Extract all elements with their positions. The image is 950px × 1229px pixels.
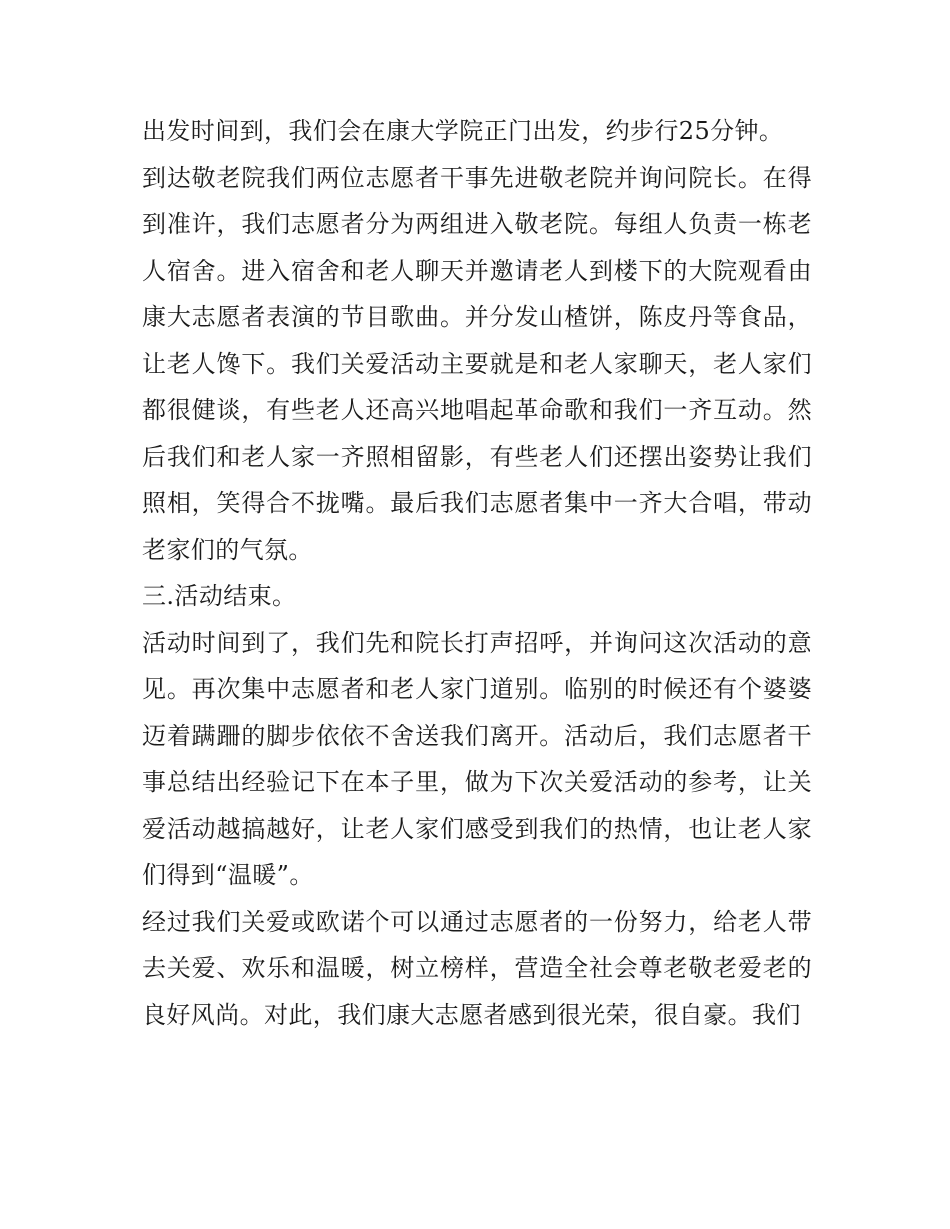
paragraph-activity-end: 活动时间到了，我们先和院长打声招呼，并询问这次活动的意见。再次集中志愿者和老人家门道别。临别的时候还有个婆婆迈着蹒跚的脚步依依不舍送我们离开。活动后，我们志愿者干事总结出经验记下在本子里，做为下次关爱活动的参考，让关爱活动越搞越好，让老人家们感受到我们的热情，也让老人家们得到“温暖”。	[142, 628, 812, 889]
paragraph-conclusion: 经过我们关爱或欧诺个可以通过志愿者的一份努力，给老人带去关爱、欢乐和温暖，树立榜样，营造全社会尊老敬老爱老的良好风尚。对此，我们康大志愿者感到很光荣，很自豪。我们	[142, 907, 812, 1029]
section-heading-activity-end: 三.活动结束。	[142, 582, 297, 610]
body-text	[142, 108, 812, 1038]
paragraph-activity-process: 到达敬老院我们两位志愿者干事先进敬老院并询问院长。在得到准许，我们志愿者分为两组进入敬老院。每组人负责一栋老人宿舍。进入宿舍和老人聊天并邀请老人到楼下的大院观看由康大志愿者表演的节目歌曲。并分发山楂饼，陈皮丹等食品，让老人馋下。我们关爱活动主要就是和老人家聊天，老人家们都很健谈，有些老人还高兴地唱起革命歌和我们一齐互动。然后我们和老人家一齐照相留影，有些老人们还摆出姿势让我们照相，笑得合不拢嘴。最后我们志愿者集中一齐大合唱，带动老家们的气氛。	[142, 163, 812, 564]
paragraph-departure: 出发时间到，我们会在康大学院正门出发，约步行25分钟。	[142, 117, 784, 145]
